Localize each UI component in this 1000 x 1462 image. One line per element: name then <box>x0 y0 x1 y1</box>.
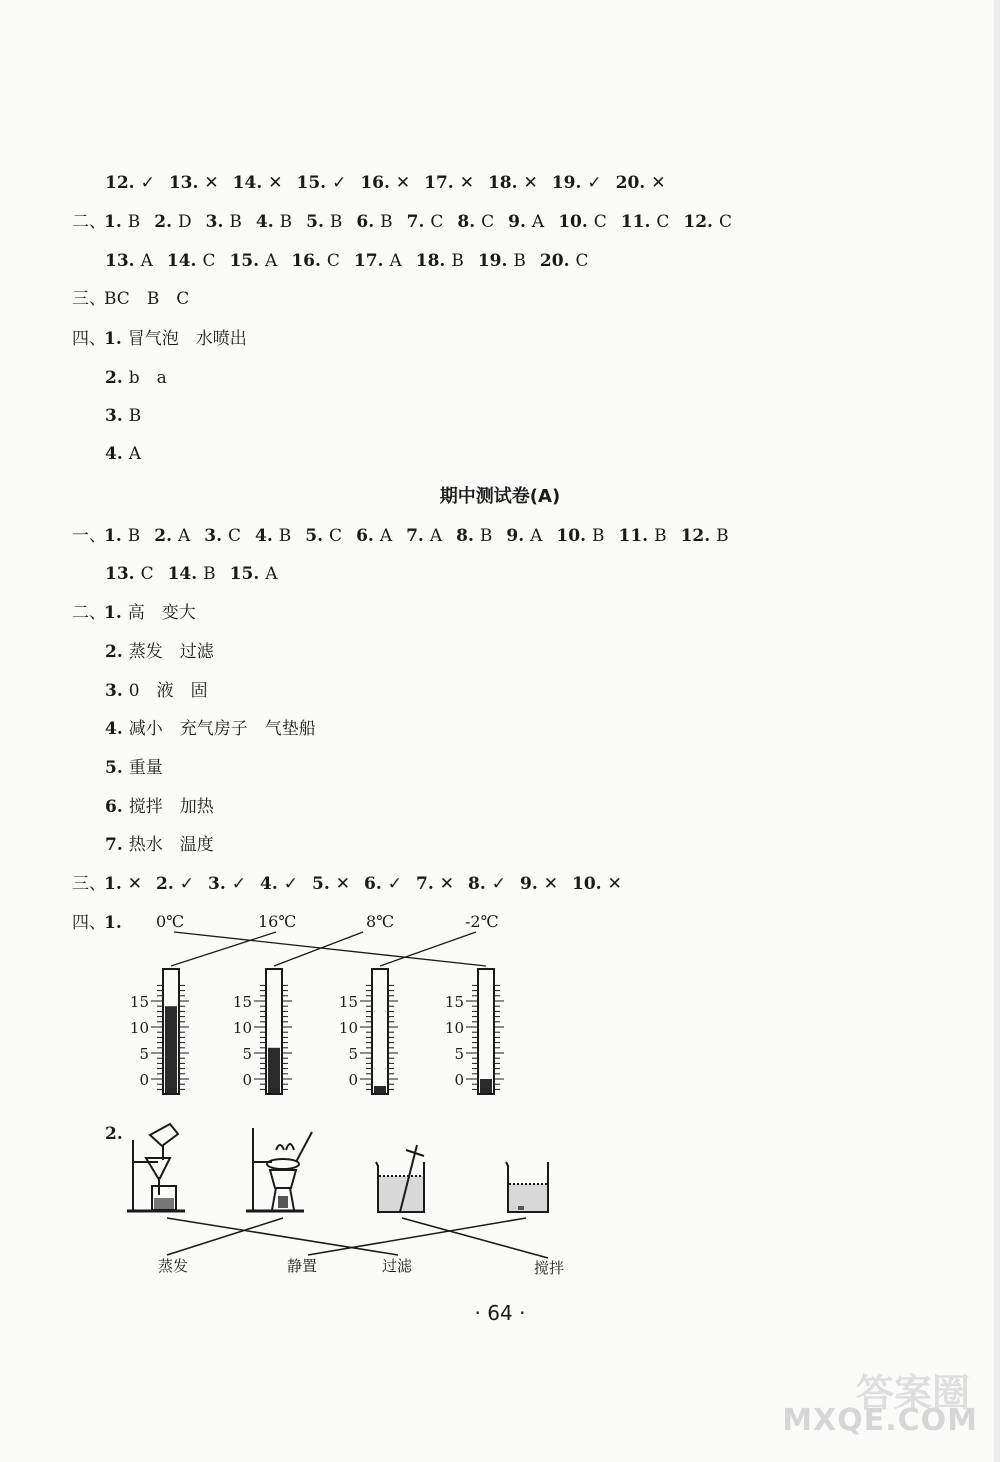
scale-label: 5 <box>242 1045 252 1063</box>
question-number: 11. <box>620 212 651 232</box>
question-number: 6. <box>356 212 375 232</box>
answer-value: A <box>530 526 543 546</box>
op-label-settle: 静置 <box>287 1257 318 1275</box>
question-number: 12. <box>683 212 713 232</box>
question-number: 20. <box>615 173 646 193</box>
section-prefix: 四、 <box>72 329 106 349</box>
question-number: 3. <box>208 874 226 894</box>
question-number: 9. <box>506 526 525 546</box>
answer-value: ✓ <box>231 874 246 894</box>
answer-value: C <box>202 251 216 271</box>
question-number: 6. <box>364 874 382 894</box>
temp-label: 16℃ <box>258 912 297 931</box>
answer-value: A <box>265 564 278 584</box>
evaporation-apparatus-icon <box>246 1128 312 1211</box>
temp-label: 8℃ <box>366 912 395 931</box>
op-label-evaporate: 蒸发 <box>158 1257 189 1275</box>
answer-value: ✕ <box>127 874 142 894</box>
question-number: 17. <box>353 251 384 271</box>
question-number: 13. <box>105 564 135 584</box>
answer-value: C <box>593 212 607 232</box>
question-number: 2. <box>105 642 123 662</box>
question-number: 18. <box>487 173 518 193</box>
answer-value: A <box>389 251 402 271</box>
section-prefix: 二、 <box>72 212 106 232</box>
question-number: 3. <box>105 406 123 426</box>
answer-value: ✕ <box>268 173 283 193</box>
scale-label: 0 <box>454 1071 464 1089</box>
op-label-filter: 过滤 <box>382 1257 413 1275</box>
question-number: 1. <box>104 212 122 232</box>
answer-value: B <box>127 526 141 546</box>
answer-value: B <box>329 212 343 232</box>
question-number: 1. <box>104 603 122 623</box>
answer-value: C <box>575 251 589 271</box>
question-number: 20. <box>539 251 570 271</box>
answer-value: B <box>654 526 667 546</box>
answer-value: B <box>127 212 141 232</box>
question-number: 7. <box>105 835 123 855</box>
answer-value: ✕ <box>204 173 219 193</box>
question-number: 3. <box>105 681 123 701</box>
answer-text: b a <box>128 368 167 388</box>
answer-value: ✓ <box>332 173 347 193</box>
answer-value: A <box>379 526 393 546</box>
answer-value: B <box>279 212 293 232</box>
answer-text: 搅拌 加热 <box>128 797 214 817</box>
question-number: 13. <box>105 251 135 271</box>
answer-value: ✓ <box>140 173 155 193</box>
question-number: 4. <box>255 526 273 546</box>
question-number: 1. <box>104 329 122 349</box>
question-number: 14. <box>166 251 197 271</box>
question-number: 8. <box>456 526 474 546</box>
answer-text: 冒气泡 水喷出 <box>127 329 247 349</box>
scale-label: 15 <box>444 993 464 1011</box>
answer-value: C <box>656 212 670 232</box>
question-number: 5. <box>306 212 324 232</box>
question-number: 9. <box>508 212 526 232</box>
answer-value: ✓ <box>179 874 194 894</box>
section-prefix: 二、 <box>72 603 106 623</box>
answer-value: ✓ <box>283 874 298 894</box>
question-number: 13. <box>168 173 199 193</box>
answer-value: A <box>265 251 278 271</box>
question-number: 4. <box>105 719 123 739</box>
answer-text: 热水 温度 <box>128 835 214 855</box>
op-label-stir: 搅拌 <box>534 1259 565 1277</box>
question-number: 6. <box>105 797 123 817</box>
page-number: · 64 · <box>474 1301 526 1325</box>
question-number: 7. <box>406 526 424 546</box>
answer-value: C <box>718 212 732 232</box>
answer-value: A <box>531 212 545 232</box>
answer-value: ✕ <box>335 874 350 894</box>
watermark-brand: 答案圈 <box>855 1371 970 1415</box>
question-number: 1. <box>104 526 122 546</box>
scale-label: 0 <box>139 1071 149 1089</box>
scale-label: 5 <box>348 1045 358 1063</box>
question-number: 15. <box>229 564 260 584</box>
answer-value: ✕ <box>459 173 474 193</box>
question-number: 4. <box>105 444 123 464</box>
question-number: 19. <box>551 173 582 193</box>
question-number: 17. <box>424 173 454 193</box>
question-number: 7. <box>406 212 425 232</box>
scale-label: 5 <box>454 1045 464 1063</box>
matching-lines <box>167 1218 548 1258</box>
question-number: 11. <box>618 526 649 546</box>
temp-label: 0℃ <box>156 912 185 931</box>
question-number: 15. <box>296 173 327 193</box>
answer-value: ✕ <box>607 874 622 894</box>
section-prefix: 四、 <box>72 913 106 933</box>
question-number: 16. <box>291 251 321 271</box>
answer-text: 蒸发 过滤 <box>128 642 214 662</box>
answer-value: ✓ <box>491 874 506 894</box>
question-number: 12. <box>105 173 135 193</box>
question-number: 7. <box>416 874 434 894</box>
question-number: 1. <box>104 913 122 933</box>
answer-value: ✕ <box>395 173 411 193</box>
answer-value: C <box>329 526 343 546</box>
question-number: 8. <box>457 212 476 232</box>
answer-value: B <box>203 564 216 584</box>
answer-value: C <box>326 251 340 271</box>
answer-value: ✕ <box>543 874 558 894</box>
question-number: 9. <box>520 874 538 894</box>
answer-value: B <box>716 526 729 546</box>
answer-value: B <box>278 526 292 546</box>
answer-text: BC B C <box>104 289 190 309</box>
scale-label: 0 <box>348 1071 358 1089</box>
question-number: 5. <box>312 874 330 894</box>
question-number: 3. <box>205 212 224 232</box>
section-prefix: 一、 <box>72 526 106 546</box>
answer-value: ✕ <box>523 173 538 193</box>
answer-value: B <box>451 251 464 271</box>
question-number: 16. <box>360 173 390 193</box>
answer-value: ✓ <box>387 874 402 894</box>
answer-value: C <box>430 212 444 232</box>
section-prefix: 三、 <box>72 289 106 309</box>
answer-value: C <box>140 564 154 584</box>
answer-value: B <box>380 212 393 232</box>
question-number: 6. <box>356 526 374 546</box>
question-number: 10. <box>558 212 588 232</box>
section-title: 期中测试卷(A) <box>439 486 561 507</box>
question-number: 14. <box>232 173 263 193</box>
scale-label: 10 <box>338 1019 358 1037</box>
watermark-site: MXQE.COM <box>782 1403 978 1438</box>
question-number: 5. <box>105 758 123 778</box>
answer-value: A <box>140 251 153 271</box>
answer-value: B <box>479 526 493 546</box>
stirring-beaker-icon <box>376 1145 424 1212</box>
question-number: 2. <box>154 212 172 232</box>
answer-value: A <box>178 526 191 546</box>
page-edge <box>994 0 1000 1462</box>
answer-value: B <box>513 251 526 271</box>
question-number: 10. <box>572 874 602 894</box>
question-number: 8. <box>468 874 486 894</box>
answer-text: A <box>128 444 142 464</box>
scale-label: 10 <box>444 1019 464 1037</box>
question-number: 2. <box>105 1124 123 1144</box>
scale-label: 10 <box>232 1019 252 1037</box>
answer-value: ✕ <box>651 173 666 193</box>
answer-text: 重量 <box>128 758 163 778</box>
scale-label: 0 <box>242 1071 252 1089</box>
question-number: 12. <box>680 526 711 546</box>
standing-beaker-icon <box>506 1162 548 1212</box>
scale-label: 15 <box>338 993 358 1011</box>
answer-value: C <box>228 526 242 546</box>
scale-label: 5 <box>139 1045 149 1063</box>
question-number: 1. <box>104 874 122 894</box>
question-number: 2. <box>154 526 172 546</box>
question-number: 2. <box>105 368 123 388</box>
answer-text: B <box>128 406 142 426</box>
answer-value: D <box>178 212 192 232</box>
temp-label: -2℃ <box>465 912 499 931</box>
scale-label: 10 <box>129 1019 149 1037</box>
filtration-apparatus-icon <box>127 1124 185 1211</box>
question-number: 10. <box>556 526 586 546</box>
question-number: 2. <box>156 874 174 894</box>
question-number: 15. <box>229 251 260 271</box>
answer-text: 减小 充气房子 气垫船 <box>128 719 316 739</box>
question-number: 3. <box>204 526 223 546</box>
answer-text: 0 液 固 <box>128 681 208 701</box>
question-number: 14. <box>167 564 198 584</box>
scale-label: 15 <box>129 993 149 1011</box>
scale-label: 15 <box>232 993 252 1011</box>
question-number: 19. <box>477 251 508 271</box>
section-prefix: 三、 <box>72 874 106 894</box>
question-number: 18. <box>415 251 446 271</box>
answer-value: ✓ <box>587 173 602 193</box>
answer-value: ✕ <box>439 874 454 894</box>
answer-value: C <box>481 212 495 232</box>
answer-value: A <box>429 526 443 546</box>
question-number: 4. <box>260 874 278 894</box>
answer-text: 高 变大 <box>127 603 196 623</box>
question-number: 5. <box>305 526 324 546</box>
question-number: 4. <box>255 212 274 232</box>
answer-value: B <box>229 212 242 232</box>
answer-value: B <box>591 526 605 546</box>
